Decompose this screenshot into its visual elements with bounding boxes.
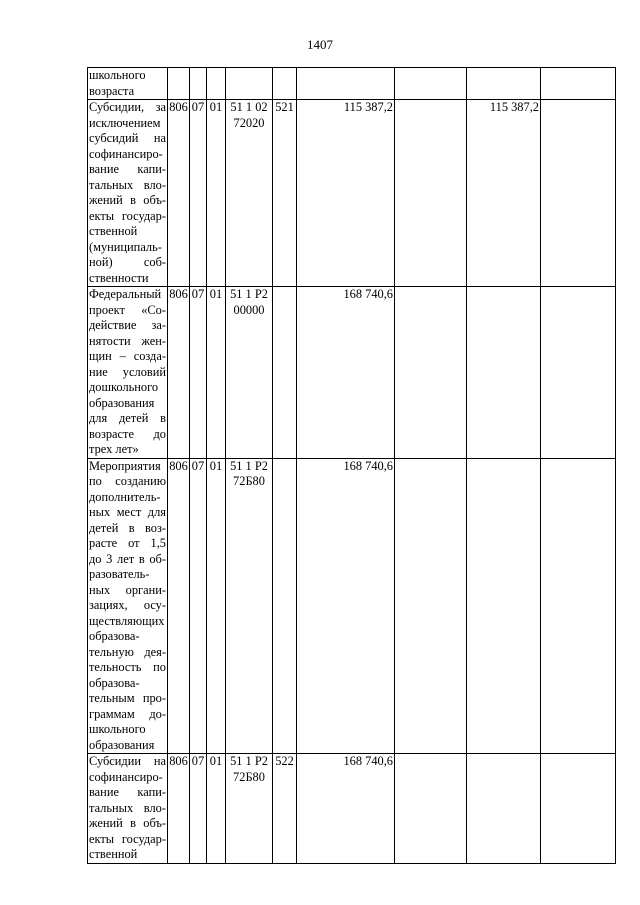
cell-ministry-code: 806 <box>168 100 190 287</box>
item-name-line: софинансиро- <box>89 769 163 784</box>
cell-section: 07 <box>190 287 207 459</box>
cell-amount-2 <box>395 287 467 459</box>
cell-target-article: 51 1 P2 00000 <box>226 287 273 459</box>
cell-subsection: 01 <box>207 754 226 864</box>
cell-amount-4 <box>541 100 616 287</box>
cell-ministry-code <box>168 68 190 100</box>
item-name-line: щин – созда- <box>89 349 166 363</box>
cell-expense-type <box>273 68 297 100</box>
cell-expense-type: 522 <box>273 754 297 864</box>
cell-amount-2 <box>395 458 467 754</box>
cell-item-name <box>88 287 168 459</box>
item-name-line: ной) соб- <box>89 255 166 269</box>
cell-expense-type <box>273 458 297 754</box>
cell-amount-total <box>297 68 395 100</box>
item-name-line: до 3 лет в об- <box>89 551 166 566</box>
cell-ministry-code: 806 <box>168 458 190 754</box>
item-name-line: Мероприятия <box>89 458 161 473</box>
item-name-line: возрасте до <box>89 426 166 441</box>
cell-target-article: 51 1 02 72020 <box>226 100 273 287</box>
item-name-line: возраста <box>89 83 135 98</box>
item-name-line: ществляющих <box>89 613 165 628</box>
item-name-line: Федеральный <box>89 287 162 301</box>
item-name-line: жений в объ- <box>89 816 166 830</box>
cell-target-article: 51 1 P2 72Б80 <box>226 458 273 754</box>
item-name-line: исключением <box>89 115 161 130</box>
cell-target-article: 51 1 P2 72Б80 <box>226 754 273 864</box>
item-name-line: дошкольного <box>89 380 159 394</box>
item-name-line: субсидий на <box>89 131 166 145</box>
item-name-line: софинансиро- <box>89 146 163 161</box>
cell-expense-type: 521 <box>273 100 297 287</box>
cell-amount-4 <box>541 68 616 100</box>
item-name-line: расте от 1,5 <box>89 536 166 550</box>
item-name-line: зациях, осу- <box>89 598 166 612</box>
cell-item-name <box>88 754 168 864</box>
table-body <box>88 68 616 864</box>
item-name-line: школьного <box>89 68 146 82</box>
cell-target-article <box>226 68 273 100</box>
item-name-line: вание капи- <box>89 785 166 799</box>
table-row <box>88 458 616 754</box>
item-name-line: ных мест для <box>89 505 166 519</box>
cell-ministry-code: 806 <box>168 287 190 459</box>
cell-amount-2 <box>395 100 467 287</box>
cell-amount-4 <box>541 458 616 754</box>
item-name-line: тальных вло- <box>89 800 166 815</box>
cell-section: 07 <box>190 458 207 754</box>
cell-expense-type <box>273 287 297 459</box>
cell-amount-2 <box>395 754 467 864</box>
item-name-line: нятости жен- <box>89 333 166 348</box>
cell-amount-total: 115 387,2 <box>297 100 395 287</box>
cell-subsection <box>207 68 226 100</box>
cell-amount-3 <box>467 458 541 754</box>
page-number: 1407 <box>307 37 333 52</box>
cell-amount-2 <box>395 68 467 100</box>
item-name-line: детей в воз- <box>89 520 166 535</box>
item-name-line: тельность по <box>89 660 166 674</box>
item-name-line: трех лет» <box>89 442 139 456</box>
item-name-line: (муниципаль- <box>89 239 162 254</box>
cell-amount-3: 115 387,2 <box>467 100 541 287</box>
item-name-line: ных органи- <box>89 582 166 597</box>
item-name-line: образования <box>89 395 155 410</box>
item-name-line: образования <box>89 737 155 752</box>
cell-section: 07 <box>190 100 207 287</box>
item-name-line: граммам до- <box>89 706 166 721</box>
cell-ministry-code: 806 <box>168 754 190 864</box>
item-name-line: школьного <box>89 722 146 736</box>
item-name-line: тельную дея- <box>89 644 166 659</box>
cell-amount-4 <box>541 754 616 864</box>
cell-amount-3 <box>467 287 541 459</box>
item-name-line: образова- <box>89 675 140 690</box>
table-row <box>88 68 616 100</box>
cell-subsection: 01 <box>207 287 226 459</box>
item-name-line: екты государ- <box>89 831 166 846</box>
item-name-line: ственной <box>89 847 138 861</box>
item-name-line: Субсидии на <box>89 754 166 768</box>
item-name-line: тальных вло- <box>89 177 166 192</box>
item-name-line: вание капи- <box>89 162 166 176</box>
item-name-line: ние условий <box>89 364 166 379</box>
cell-subsection: 01 <box>207 458 226 754</box>
cell-subsection: 01 <box>207 100 226 287</box>
table-row <box>88 100 616 287</box>
item-name-line: разователь- <box>89 567 150 581</box>
table-row <box>88 754 616 864</box>
cell-amount-4 <box>541 287 616 459</box>
item-name-line: по созданию <box>89 474 166 488</box>
cell-amount-total: 168 740,6 <box>297 754 395 864</box>
cell-amount-3 <box>467 754 541 864</box>
item-name-line: Субсидии, за <box>89 100 166 114</box>
item-name-line: тельным про- <box>89 691 166 705</box>
cell-section <box>190 68 207 100</box>
item-name-line: действие за- <box>89 318 166 332</box>
item-name-line: дополнитель- <box>89 489 161 504</box>
item-name-line: для детей в <box>89 411 166 425</box>
item-name-line: екты государ- <box>89 208 166 223</box>
cell-amount-total: 168 740,6 <box>297 458 395 754</box>
cell-amount-total: 168 740,6 <box>297 287 395 459</box>
item-name-line: ственной <box>89 224 138 238</box>
cell-section: 07 <box>190 754 207 864</box>
cell-item-name <box>88 100 168 287</box>
cell-amount-3 <box>467 68 541 100</box>
item-name-line: проект «Со- <box>89 302 166 317</box>
item-name-line: ственности <box>89 270 149 285</box>
item-name-line: жений в объ- <box>89 193 166 207</box>
cell-item-name <box>88 68 168 100</box>
cell-item-name <box>88 458 168 754</box>
budget-table <box>87 67 616 864</box>
item-name-line: образова- <box>89 629 140 643</box>
table-row <box>88 287 616 459</box>
